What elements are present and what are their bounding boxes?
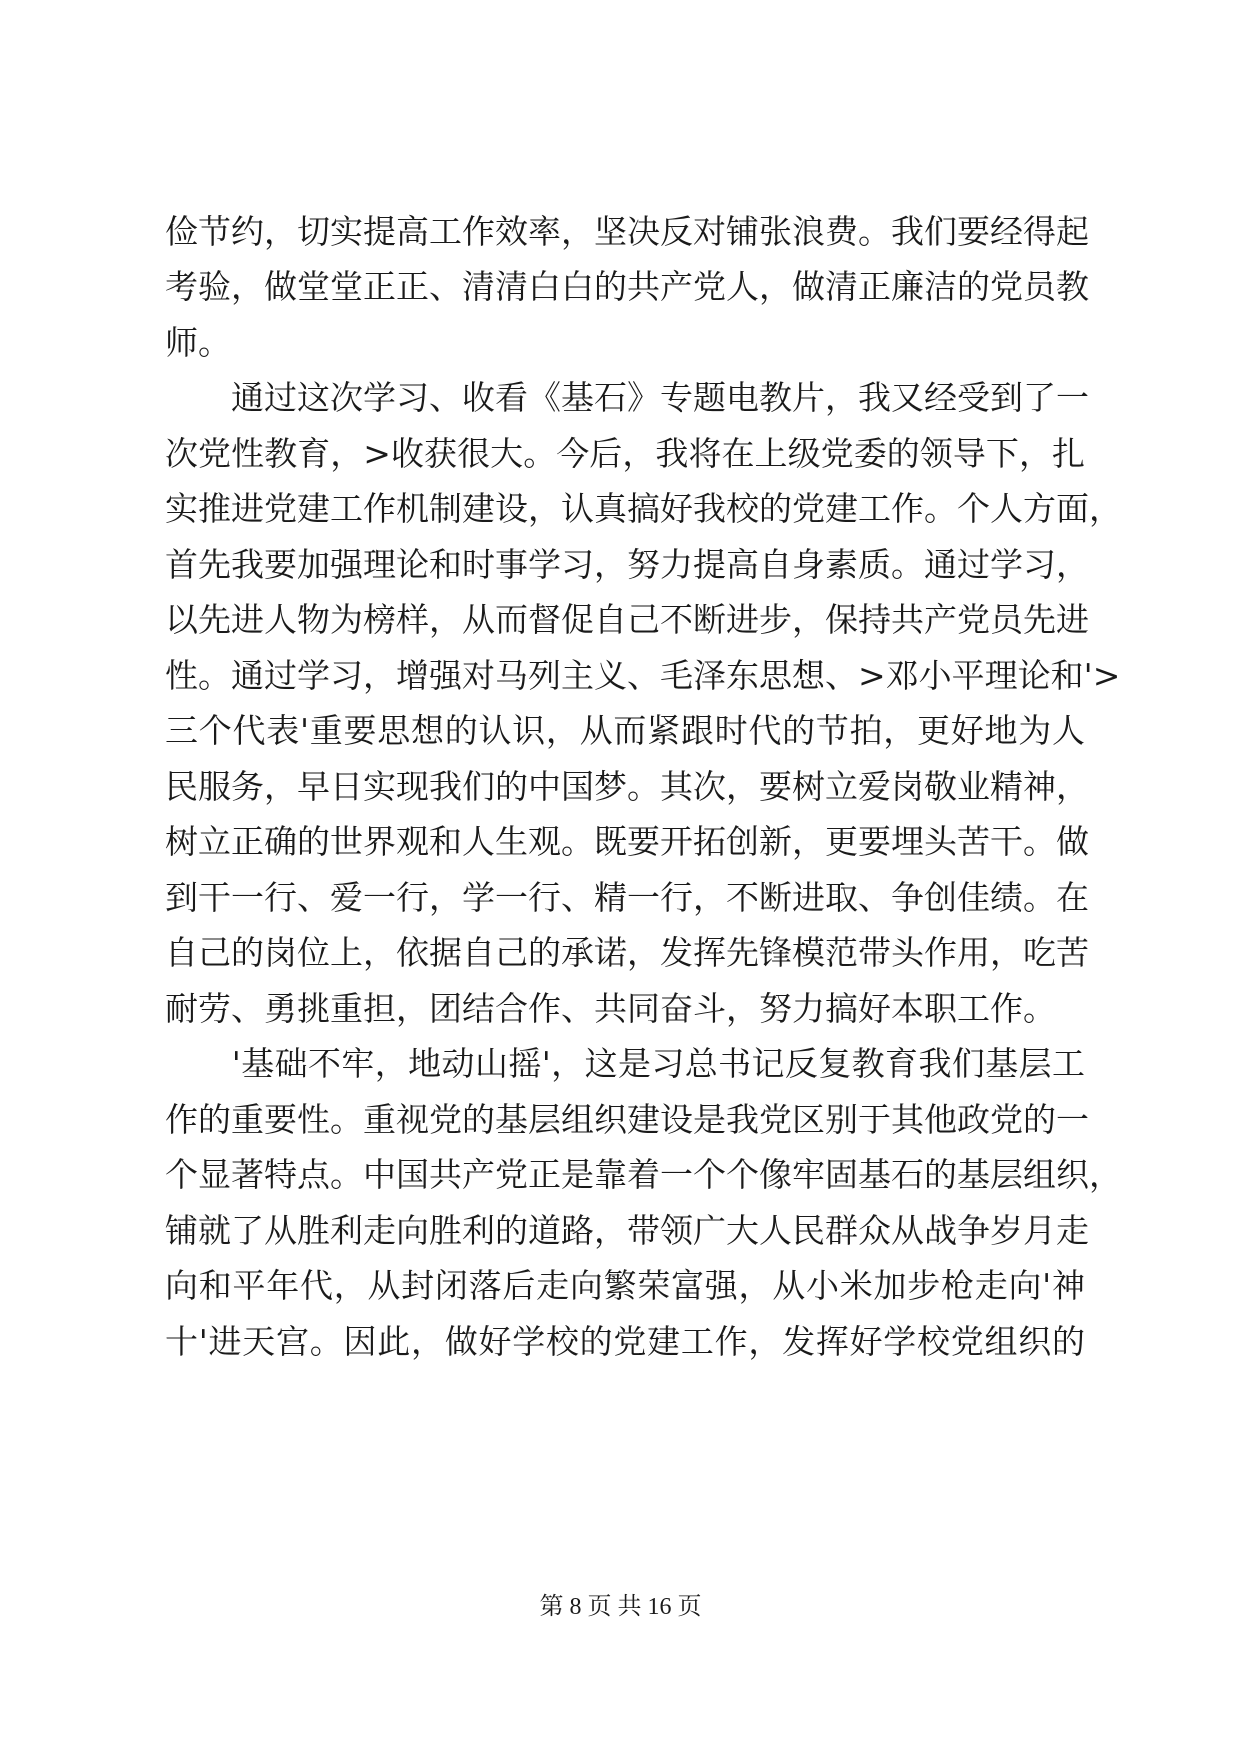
text-line-12: 树立正确的世界观和人生观。既要开拓创新，更要埋头苦干。做 xyxy=(165,822,1089,861)
text-line-14: 自己的岗位上，依据自己的承诺，发挥先锋模范带头作用，吃苦 xyxy=(165,933,1089,972)
text-line-6: 实推进党建工作机制建设，认真搞好我校的党建工作。个人方面， xyxy=(165,489,1122,528)
text-line-8: 以先进人物为榜样，从而督促自己不断进步，保持共产党员先进 xyxy=(165,600,1089,639)
text-line-1: 俭节约，切实提高工作效率，坚决反对铺张浪费。我们要经得起 xyxy=(165,212,1089,251)
text-line-17: 作的重要性。重视党的基层组织建设是我党区别于其他政党的一 xyxy=(165,1100,1089,1139)
text-line-21: 十'进天宫。因此，做好学校的党建工作，发挥好学校党组织的 xyxy=(165,1322,1085,1361)
text-line-3: 师。 xyxy=(165,323,231,362)
text-line-4: 通过这次学习、收看《基石》专题电教片，我又经受到了一 xyxy=(165,378,1089,417)
text-line-7: 首先我要加强理论和时事学习，努力提高自身素质。通过学习， xyxy=(165,545,1089,584)
text-line-20: 向和平年代，从封闭落后走向繁荣富强，从小米加步枪走向'神 xyxy=(165,1266,1085,1305)
text-line-19: 铺就了从胜利走向胜利的道路，带领广大人民群众从战争岁月走 xyxy=(165,1211,1089,1250)
text-line-18: 个显著特点。中国共产党正是靠着一个个像牢固基石的基层组织， xyxy=(165,1155,1122,1194)
text-line-15: 耐劳、勇挑重担，团结合作、共同奋斗，努力搞好本职工作。 xyxy=(165,989,1056,1028)
text-line-16: '基础不牢，地动山摇'，这是习总书记反复教育我们基层工 xyxy=(165,1044,1085,1083)
text-line-2: 考验，做堂堂正正、清清白白的共产党人，做清正廉洁的党员教 xyxy=(165,267,1089,306)
text-line-9: 性。通过学习，增强对马列主义、毛泽东思想、>邓小平理论和'> xyxy=(165,656,1121,695)
text-line-11: 民服务，早日实现我们的中国梦。其次，要树立爱岗敬业精神， xyxy=(165,767,1089,806)
text-line-13: 到干一行、爱一行，学一行、精一行，不断进取、争创佳绩。在 xyxy=(165,878,1089,917)
page-footer: 第 8 页 共 16 页 xyxy=(539,1594,702,1620)
text-line-10: 三个代表'重要思想的认识，从而紧跟时代的节拍，更好地为人 xyxy=(165,711,1085,750)
text-line-5: 次党性教育，>收获很大。今后，我将在上级党委的领导下，扎 xyxy=(165,434,1085,473)
